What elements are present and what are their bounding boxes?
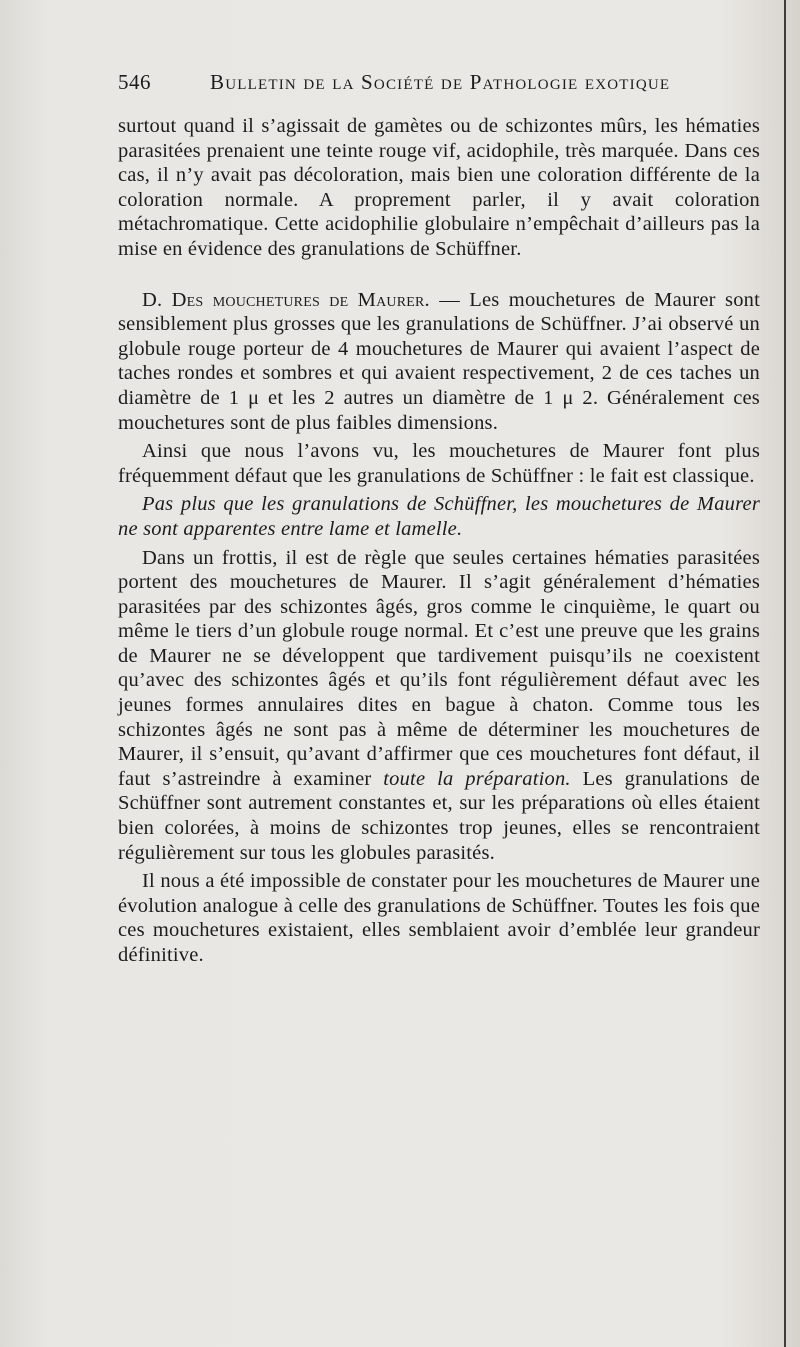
- paragraph-6: Il nous a été impossible de constater pour les mouchetures de Maurer une évolution analogue à celle des granulations de Schüffner. Toutes les fois que ces mouchetures existaient, elles semblaient avoir d’emblée leur grandeur définitive.: [118, 870, 760, 966]
- page-header: [118, 70, 758, 100]
- paragraph-1: surtout quand il s’agissait de gamètes ou de schizontes mûrs, les hématies parasitées prenaient une teinte rouge vif, acidophile, très marquée. Dans ces cas, il n’y avait pas décoloration, mais bien une coloration différente de la coloration normale. A proprement parler, il y avait coloration métachromatique. Cette acidophilie globulaire n’empêchait d’ailleurs pas la mise en évidence des granulations de Schüffner.: [118, 115, 760, 260]
- article-body: [118, 114, 760, 968]
- section-d-text: — Les mouchetures de Maurer sont sensiblement plus grosses que les granulations de Schüffner. J’ai observé un globule rouge porteur de 4 mouchetures de Maurer qui avaient l’aspect de taches rondes et sombres et qui avaient respectivement, 2 de ces taches un diamètre de 1 μ et les 2 autres un diamètre de 1 μ 2. Généralement ces mouchetures sont de plus faibles dimensions.: [118, 288, 760, 434]
- paragraph-5-emphasis: toute la préparation.: [383, 767, 571, 790]
- page-edge-right: [784, 0, 786, 1347]
- paragraph-4-italic: Pas plus que les granulations de Schüffner, les mouchetures de Maurer ne sont apparentes entre lame et lamelle.: [118, 493, 760, 540]
- paragraph-5: [118, 546, 760, 866]
- page-number: 546: [118, 70, 151, 94]
- section-heading: D. Des mouchetures de Maurer.: [142, 288, 430, 311]
- paragraph-section-d: [118, 288, 760, 436]
- paragraph-5-text: Dans un frottis, il est de règle que seules certaines hématies parasitées portent des mouchetures de Maurer. Il s’agit généralement d’hématies parasitées par des schizontes âgés, gros comme le cinquième, le quart ou même le tiers d’un globule rouge normal. Et c’est une preuve que les grains de Maurer ne se développent que tardivement puisqu’ils ne coexistent qu’avec des schizontes âgés et qu’ils font régulièrement défaut avec les jeunes formes annulaires dites en bague à chaton. Comme tous les schizontes âgés ne sont pas à même de déterminer les mouchetures de Maurer, il s’ensuit, qu’avant d’affirmer que ces mouchetures font défaut, il faut s’astreindre à examiner: [118, 546, 760, 790]
- paragraph-3: Ainsi que nous l’avons vu, les mouchetures de Maurer font plus fréquemment défaut que les granulations de Schüffner : le fait est classique.: [118, 440, 760, 487]
- paragraph-5-rest: Les granulations de Schüffner sont autrement constantes et, sur les préparations où elles étaient bien colorées, à moins de schizontes trop jeunes, elles se rencontraient régulièrement sur tous les globules parasités.: [118, 767, 760, 864]
- running-title: Bulletin de la Société de Pathologie exotique: [210, 70, 671, 94]
